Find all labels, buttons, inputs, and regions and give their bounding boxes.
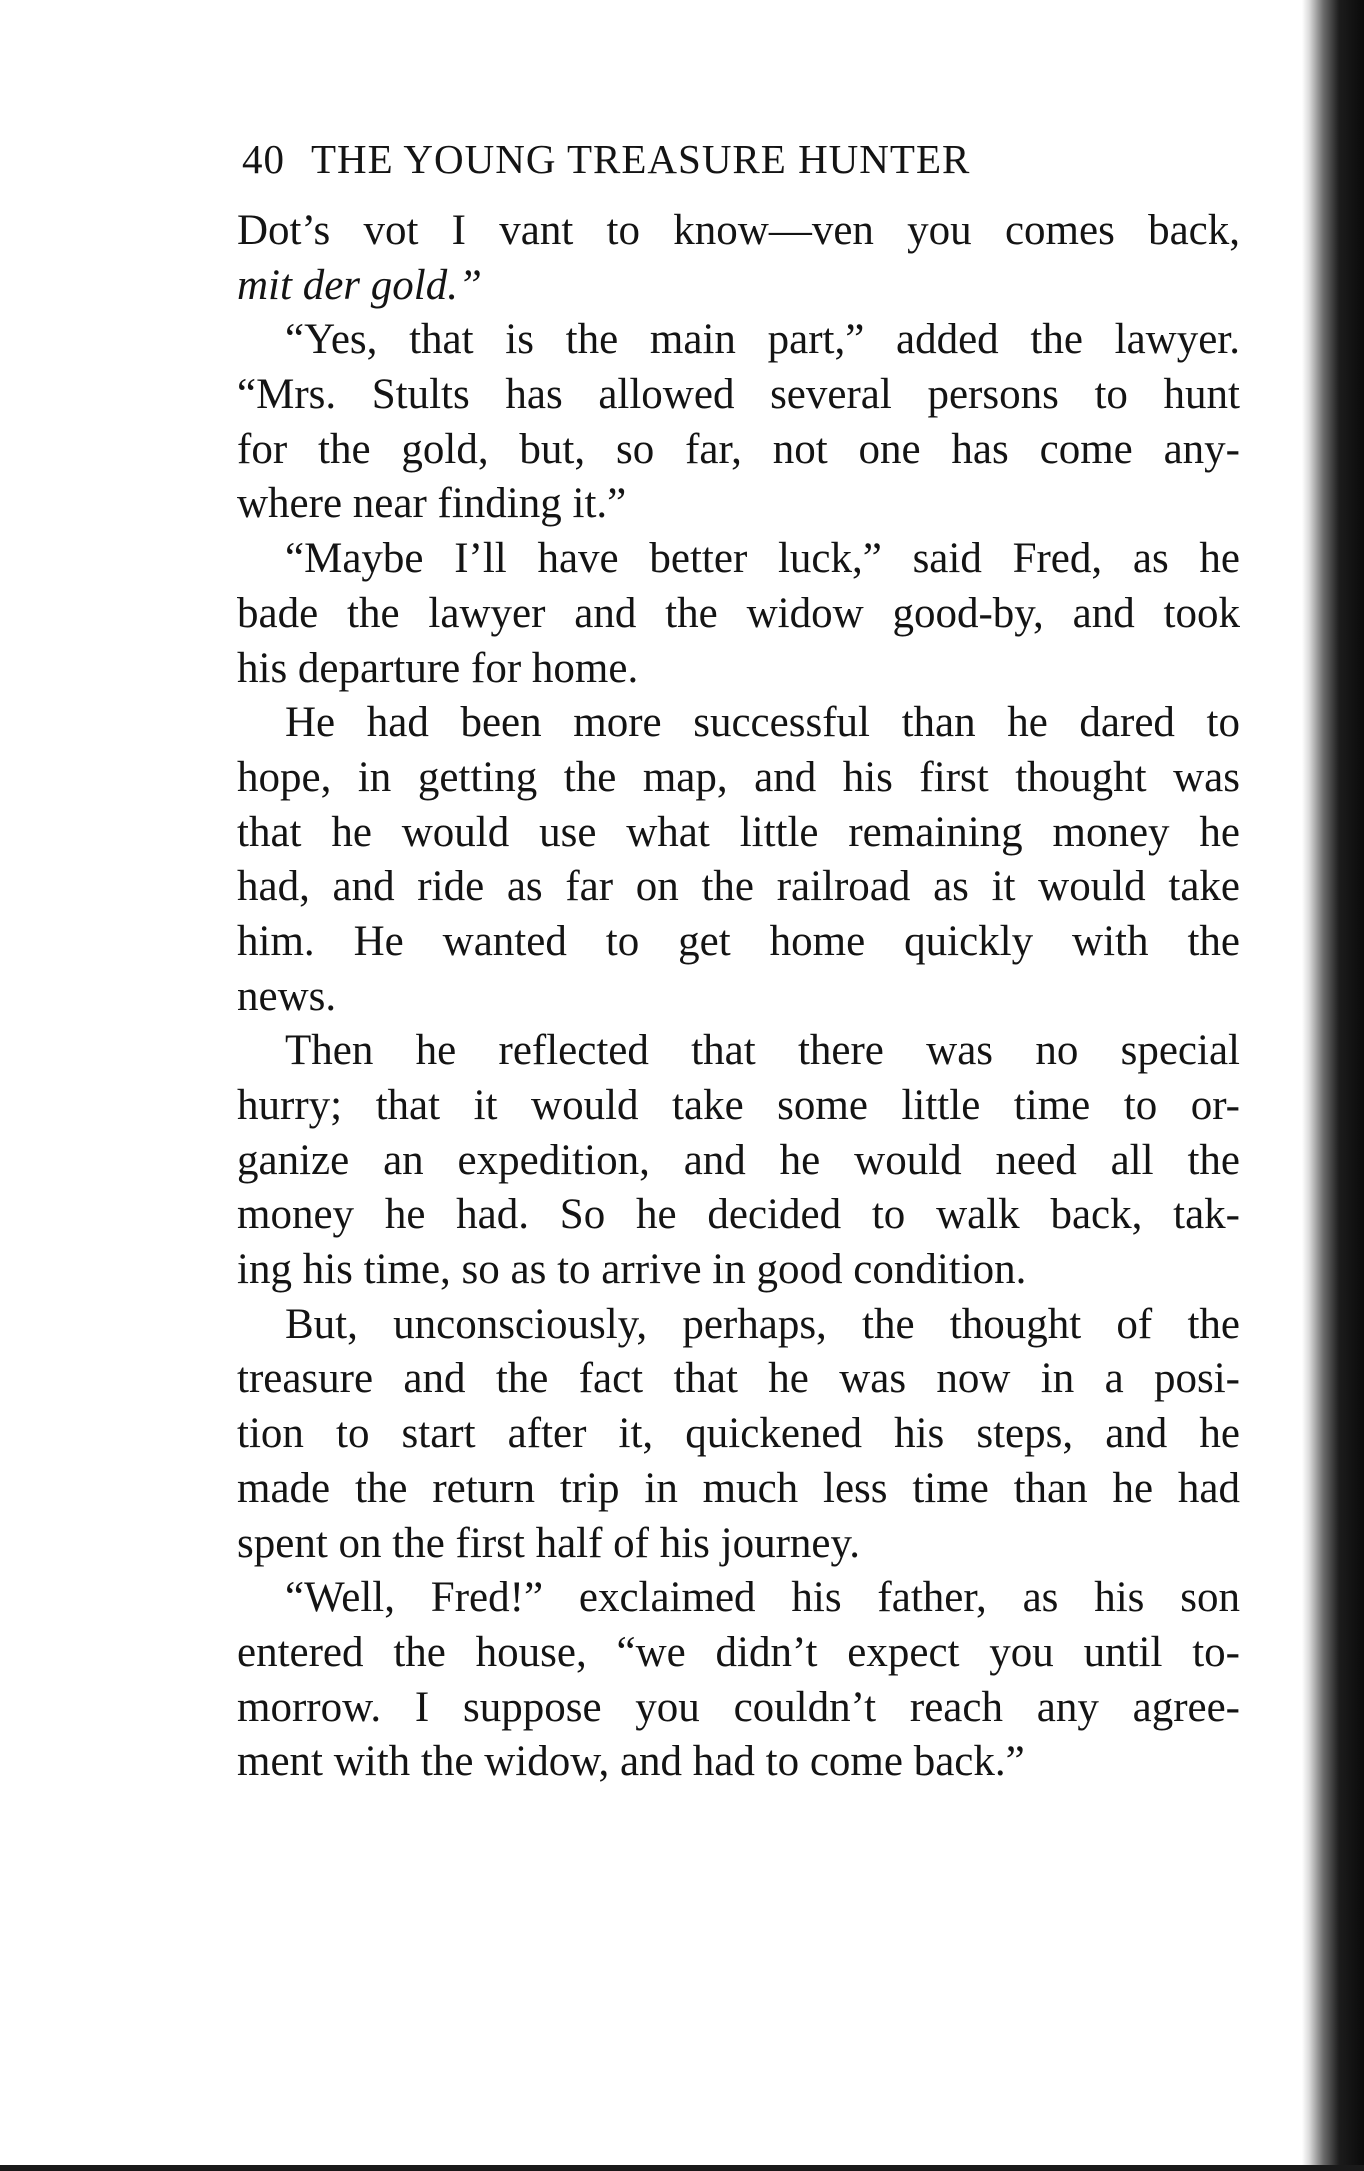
- running-header: [242, 131, 1242, 187]
- text-line: hurry; that it would take some little time to or-: [237, 1082, 1240, 1129]
- text-line: morrow. I suppose you couldn’t reach any agree-: [237, 1683, 1240, 1731]
- bottom-border: [0, 2165, 1364, 2171]
- text-line: spent on the first half of his journey.: [237, 1519, 860, 1567]
- text-line: ing his time, so as to arrive in good condition.: [237, 1246, 1027, 1294]
- text-line: entered the house, “we didn’t expect you until to-: [237, 1628, 1240, 1676]
- text-line: news.: [237, 972, 337, 1020]
- text-line: made the return trip in much less time than he had: [237, 1464, 1240, 1512]
- text-line: had, and ride as far on the railroad as it would take: [237, 863, 1240, 911]
- text-line: “Mrs. Stults has allowed several persons to hunt: [237, 371, 1240, 419]
- text-line: his departure for home.: [237, 644, 639, 692]
- text-line: Then he reflected that there was no special: [285, 1027, 1240, 1075]
- text-line: “Yes, that is the main part,” added the lawyer.: [285, 316, 1240, 364]
- running-title: THE YOUNG TREASURE HUNTER: [311, 136, 971, 182]
- page-edge-shadow: [1302, 0, 1364, 2171]
- text-line: mit der gold.”: [237, 261, 482, 309]
- text-line: him. He wanted to get home quickly with the: [237, 917, 1240, 965]
- text-line: tion to start after it, quickened his steps, and he: [237, 1410, 1240, 1458]
- text-line: where near finding it.”: [237, 480, 627, 528]
- text-line: money he had. So he decided to walk back, tak-: [237, 1191, 1240, 1239]
- text-line: for the gold, but, so far, not one has come any-: [237, 425, 1240, 473]
- text-line: bade the lawyer and the widow good-by, and took: [237, 589, 1240, 637]
- text-line: hope, in getting the map, and his first thought was: [237, 753, 1240, 801]
- text-line: But, unconsciously, perhaps, the thought of the: [285, 1300, 1240, 1348]
- text-line: ment with the widow, and had to come back.”: [237, 1738, 1025, 1786]
- page-number: 40: [242, 136, 285, 182]
- text-line: treasure and the fact that he was now in a posi-: [237, 1355, 1240, 1403]
- text-line: ganize an expedition, and he would need all the: [237, 1136, 1240, 1184]
- text-line: “Well, Fred!” exclaimed his father, as his son: [285, 1574, 1240, 1622]
- body-text: [237, 204, 1240, 1790]
- text-line: Dot’s vot I vant to know—ven you comes back,: [237, 207, 1240, 254]
- text-line: He had been more successful than he dared to: [285, 699, 1240, 747]
- text-line: that he would use what little remaining money he: [237, 808, 1240, 856]
- text-line: “Maybe I’ll have better luck,” said Fred, as he: [285, 535, 1240, 583]
